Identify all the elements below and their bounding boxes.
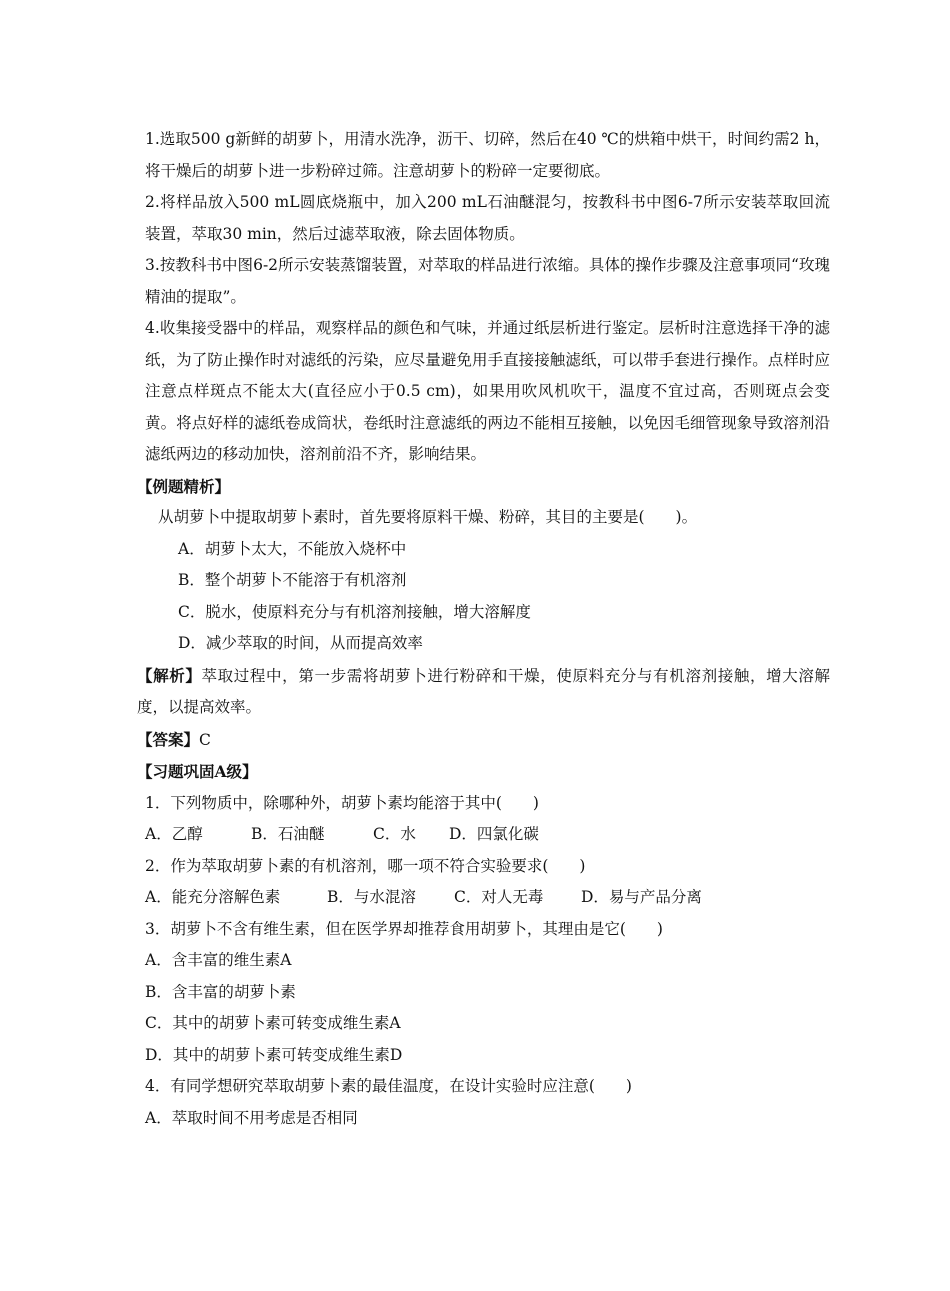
q2-option-d: D．易与产品分离 [581, 888, 702, 906]
analysis-paragraph [137, 660, 830, 724]
q1-option-b: B．石油醚 [251, 825, 325, 843]
analysis-text: 萃取过程中，第一步需将胡萝卜进行粉碎和干燥，使原料充分与有机溶剂接触，增大溶解度，以提高效率。 [137, 666, 830, 716]
step-3: 3.按教科书中图6-2所示安装蒸馏装置，对萃取的样品进行浓缩。具体的操作步骤及注意事项同“玫瑰精油的提取”。 [145, 256, 830, 306]
exercise-q4: 4．有同学想研究萃取胡萝卜素的最佳温度，在设计实验时应注意( ) [145, 1077, 632, 1095]
exercise-q2-options [145, 882, 830, 914]
q4-option-a: A．萃取时间不用考虑是否相同 [145, 1108, 358, 1127]
example-option-d: D．减少萃取的时间，从而提高效率 [178, 634, 423, 652]
step-2: 2.将样品放入500 mL圆底烧瓶中，加入200 mL石油醚混匀，按教科书中图6-7所示安装萃取回流装置，萃取30 min，然后过滤萃取液，除去固体物质。 [145, 193, 830, 243]
q3-option-b: B．含丰富的胡萝卜素 [145, 982, 296, 1001]
exercises-heading: 【习题巩固A级】 [137, 762, 258, 781]
step-1: 1.选取500 g新鲜的胡萝卜，用清水洗净，沥干、切碎，然后在40 ℃的烘箱中烘干，时间约需2 h，将干燥后的胡萝卜进一步粉碎过筛。注意胡萝卜的粉碎一定要彻底。 [145, 130, 830, 180]
exercise-q1: 1．下列物质中，除哪种外，胡萝卜素均能溶于其中( ) [145, 793, 539, 812]
example-option-a: A．胡萝卜太大，不能放入烧杯中 [178, 539, 407, 558]
analysis-label: 【解析】 [137, 665, 202, 685]
example-question: 从胡萝卜中提取胡萝卜素时，首先要将原料干燥、粉碎，其目的主要是( )。 [158, 508, 698, 526]
answer-label: 【答案】 [137, 729, 200, 749]
q3-option-d: D．其中的胡萝卜素可转变成维生素D [145, 1045, 403, 1064]
answer-line [137, 724, 830, 757]
example-option-b: B．整个胡萝卜不能溶于有机溶剂 [178, 571, 407, 589]
answer-value: C [199, 730, 211, 749]
exercise-q3: 3．胡萝卜不含有维生素，但在医学界却推荐食用胡萝卜，其理由是它( ) [145, 919, 663, 938]
q2-option-c: C．对人无毒 [454, 888, 544, 906]
q2-option-a: A．能充分溶解色素 [145, 888, 281, 906]
exercise-q1-options [145, 819, 830, 851]
exercise-q2: 2．作为萃取胡萝卜素的有机溶剂，哪一项不符合实验要求( ) [145, 856, 586, 875]
q1-option-c: C．水 [373, 825, 416, 843]
example-option-c: C．脱水，使原料充分与有机溶剂接触，增大溶解度 [178, 602, 531, 621]
q1-option-d: D．四氯化碳 [449, 825, 539, 843]
example-heading: 【例题精析】 [137, 476, 231, 496]
step-4: 4.收集接受器中的样品，观察样品的颜色和气味，并通过纸层析进行鉴定。层析时注意选择干净的滤纸，为了防止操作时对滤纸的污染，应尽量避免用手直接接触滤纸，可以带手套进行操作。点样时应注意点样斑点不能太大(直径应小于0.5 cm)，如果用吹风机吹干，温度不宜过高，否则斑点会变黄。将点好样的滤纸卷成筒状，卷纸时注意滤纸的两边不能相互接触，以免因毛细管现象导致溶剂沿滤纸两边的移动加快，溶剂前沿不齐，影响结果。 [145, 319, 830, 463]
document-body [137, 124, 830, 1134]
q2-option-b: B．与水混溶 [327, 888, 416, 906]
q3-option-c: C．其中的胡萝卜素可转变成维生素A [145, 1014, 401, 1032]
q1-option-a: A．乙醇 [145, 825, 203, 843]
q3-option-a: A．含丰富的维生素A [145, 951, 292, 969]
